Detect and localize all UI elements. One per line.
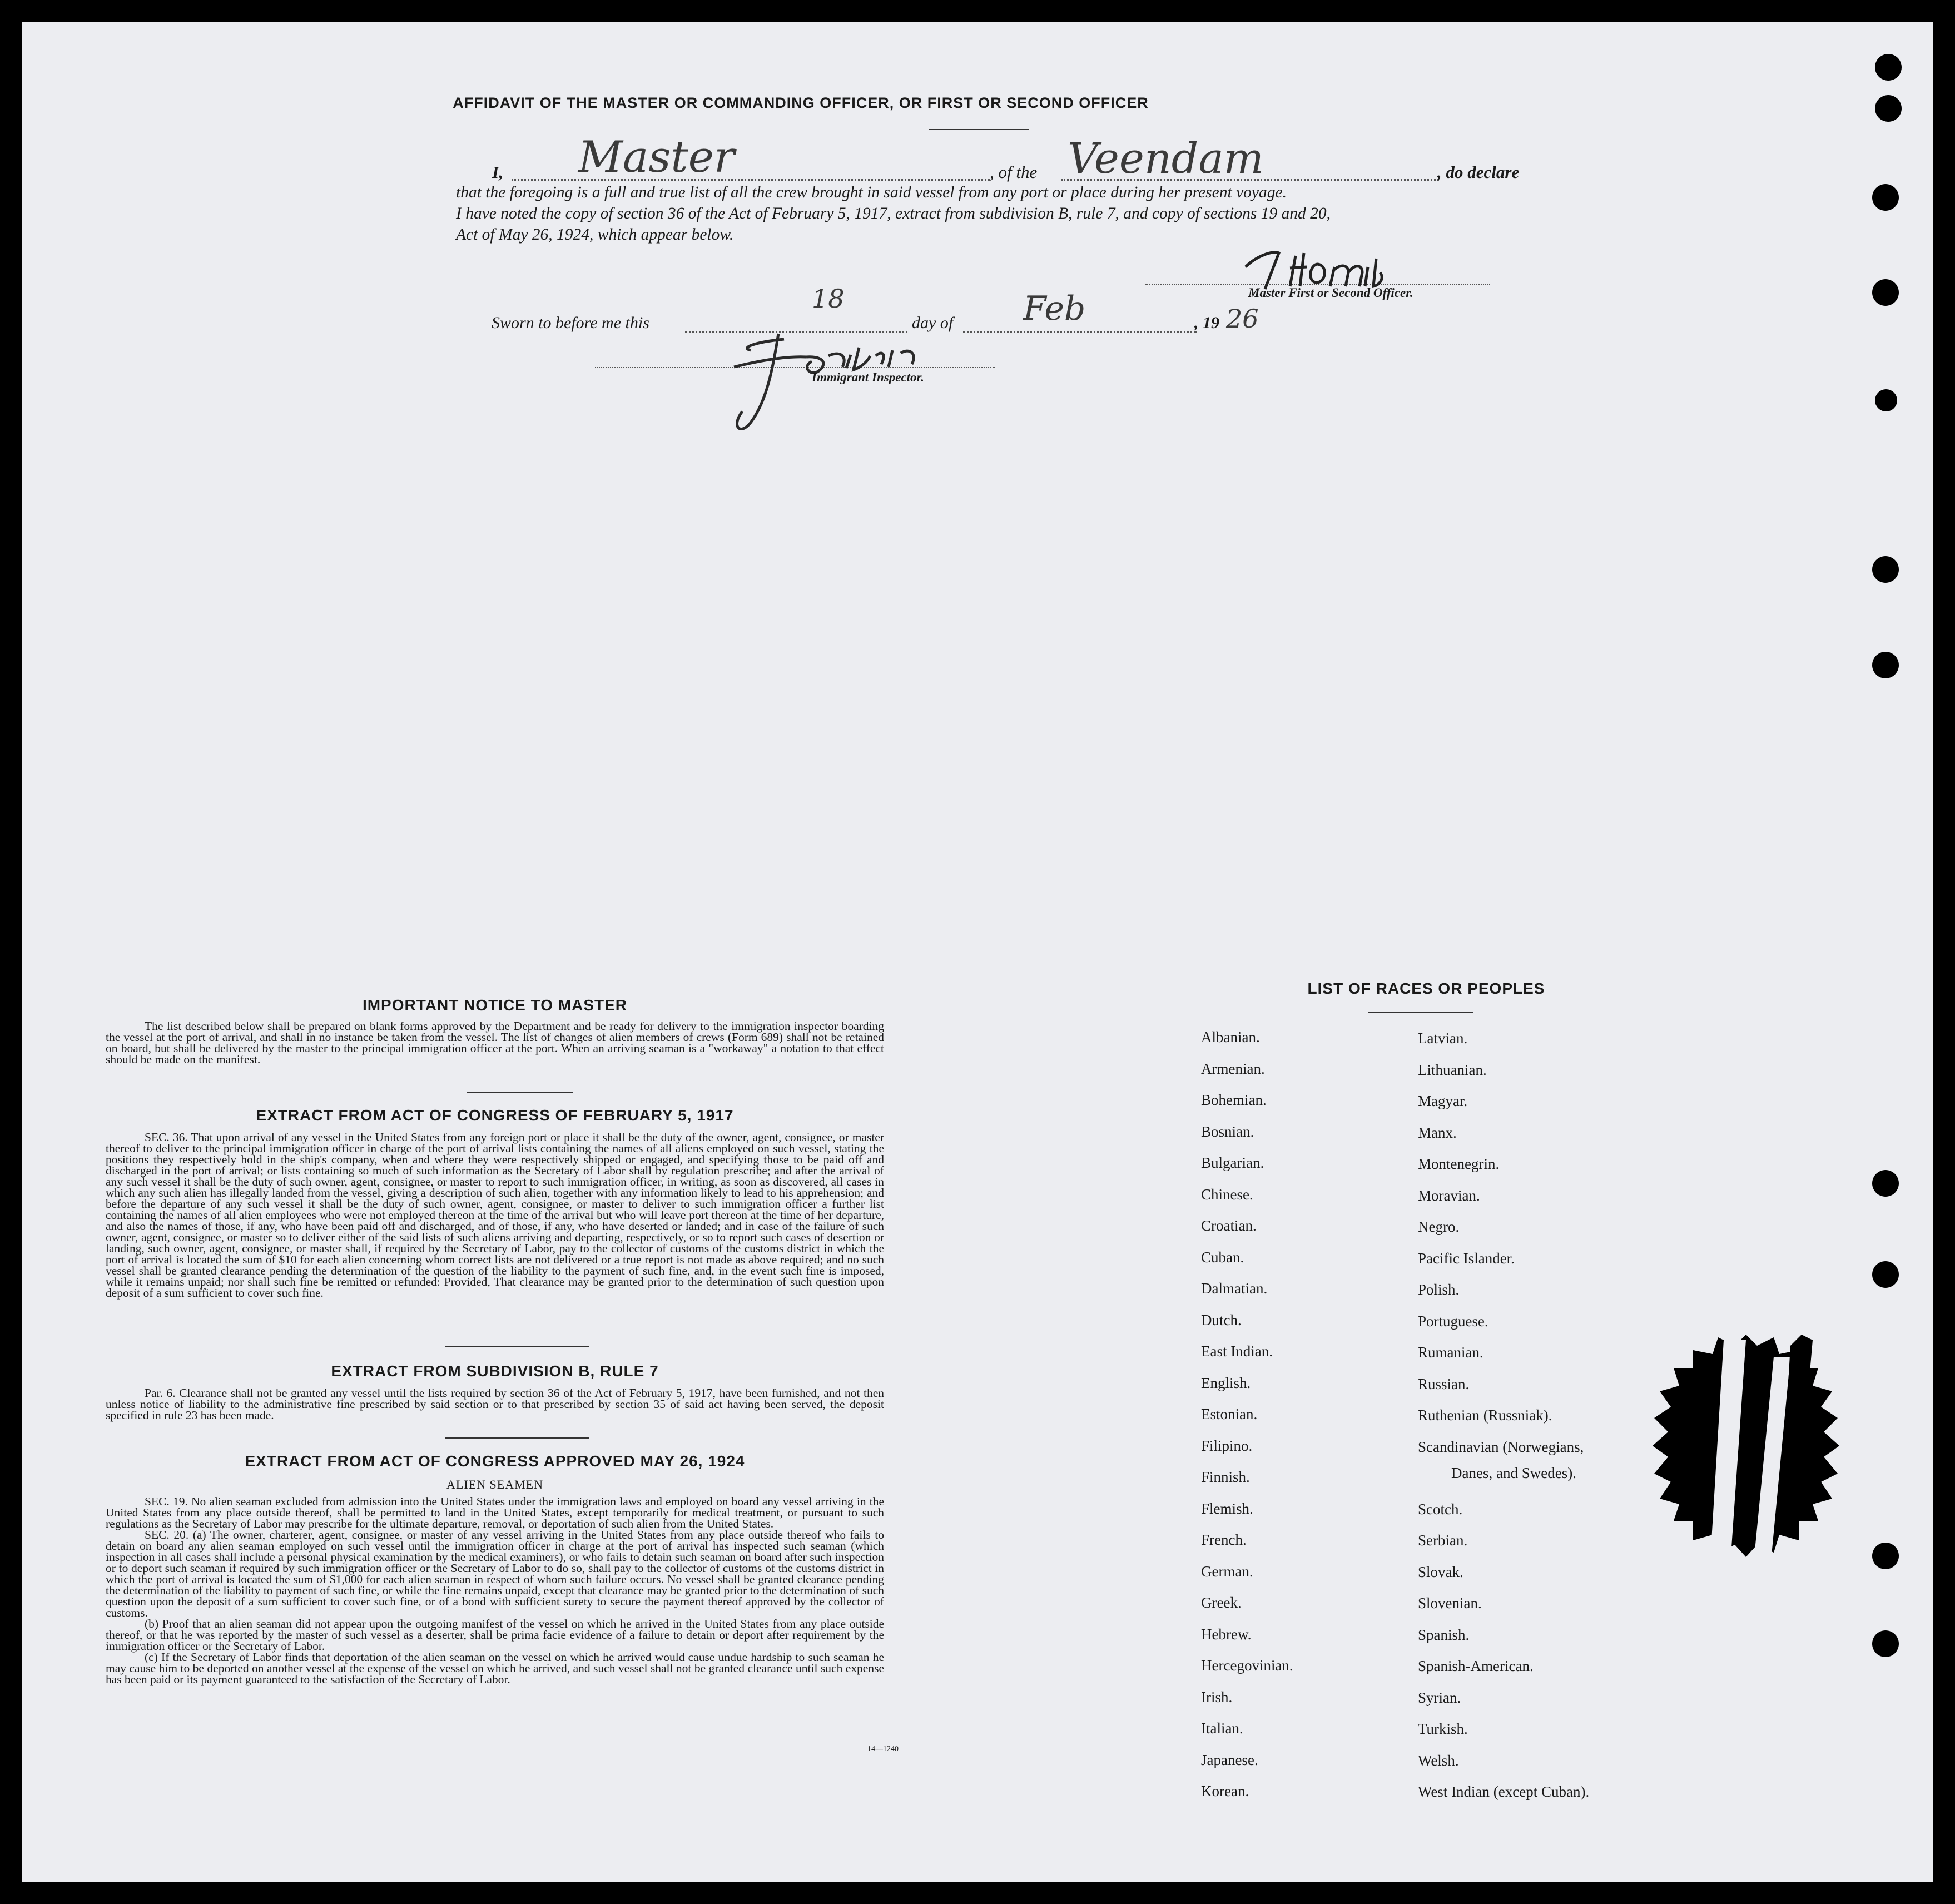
race-item: Turkish. (1418, 1720, 1468, 1737)
affidavit-of-the: , of the (990, 162, 1038, 182)
races-title: LIST OF RACES OR PEOPLES (1307, 980, 1545, 997)
race-item: Russian. (1418, 1375, 1470, 1392)
race-item: Chinese. (1201, 1186, 1253, 1203)
affidavit-heading: AFFIDAVIT OF THE MASTER OR COMMANDING OFFICER, OR FIRST OR SECOND OFFICER (453, 95, 1149, 111)
section-20b-paragraph: (b) Proof that an alien seaman did not appear upon the outgoing manifest of the vessel on which he arrived in the United States from any place outside thereof, or that he was reported by the master of such vessel as a deserter, shall be prima facie evidence of a failure to detain or deport after requirement by the immigration officer or the Secretary of Labor. (106, 1617, 884, 1653)
race-item: Korean. (1201, 1783, 1249, 1799)
extract-1917-title: EXTRACT FROM ACT OF CONGRESS OF FEBRUARY 5, 1917 (256, 1107, 734, 1124)
race-item: Italian. (1201, 1720, 1243, 1737)
divider (445, 1437, 589, 1439)
punch-hole (1872, 184, 1899, 211)
race-item: Bosnian. (1201, 1123, 1254, 1140)
race-item: Montenegrin. (1418, 1156, 1500, 1172)
race-item: Syrian. (1418, 1689, 1461, 1706)
race-item: Irish. (1201, 1688, 1233, 1705)
rule-7-title: EXTRACT FROM SUBDIVISION B, RULE 7 (331, 1362, 659, 1380)
race-item: Finnish. (1201, 1469, 1250, 1485)
punch-hole (1872, 1630, 1899, 1657)
affidavit-do-declare: , do declare (1437, 162, 1520, 182)
extract-1924-title: EXTRACT FROM ACT OF CONGRESS APPROVED MAY 26, 1924 (245, 1452, 745, 1470)
officer-label: Master First or Second Officer. (1248, 286, 1413, 300)
year-prefix: , 19 (1194, 314, 1219, 332)
punch-hole (1872, 652, 1899, 678)
race-item: Scandinavian (Norwegians, (1418, 1438, 1584, 1455)
race-item: Slovak. (1418, 1563, 1463, 1580)
race-item: Portuguese. (1418, 1312, 1488, 1330)
race-item: Albanian. (1201, 1029, 1260, 1045)
punch-hole (1875, 389, 1897, 411)
race-item: Latvian. (1418, 1030, 1468, 1047)
affidavit-i: I, (492, 162, 503, 182)
race-item: Spanish-American. (1418, 1658, 1534, 1674)
inspector-label: Immigrant Inspector. (812, 370, 924, 384)
punch-hole (1872, 279, 1899, 306)
race-item: Negro. (1418, 1218, 1460, 1235)
race-item: Ruthenian (Russniak). (1418, 1407, 1552, 1424)
race-item: Pacific Islander. (1418, 1250, 1515, 1267)
divider (445, 1346, 589, 1347)
race-item: Estonian. (1201, 1406, 1258, 1422)
race-item: German. (1201, 1563, 1253, 1580)
ink-seal (1612, 1323, 1879, 1596)
race-item: East Indian. (1201, 1343, 1273, 1360)
race-item: Polish. (1418, 1281, 1460, 1298)
rule-7-paragraph: Par. 6. Clearance shall not be granted any vessel until the lists required by section 36 of the Act of February 5, 1917, have been furnished, and not then unless notice of liability to the administrative fine prescribed by said section or to that prescribed by section 35 of said act having been served, the deposit specified in rule 23 has been made. (106, 1386, 884, 1422)
sworn-text: Sworn to before me this (492, 314, 649, 332)
section-20a-paragraph: SEC. 20. (a) The owner, charterer, agent, consignee, or master of any vessel arriving in the United States from any place outside thereof who fails to detain on board any alien seaman employed on such vessel until the immigration officer in charge at the port of arrival has inspected such seaman (which inspection in all cases shall include a personal physical examination by the medical examiners), or who fails to detain such seaman on board after such inspection or to deport such seaman if required by such immigration officer or the Secretary of Labor to do so, shall pay to the collector of customs of the customs district in which the port of arrival is located the sum of $1,000 for each alien seaman in respect of whom such failure occurs. No vessel shall be granted clearance pending the determination of the liability to payment of such fine, or while the fine remains unpaid, except that clearance may be granted prior to the determination of such question upon the deposit of a sum sufficient to cover such fine, or of a bond with sufficient surety to secure the payment thereof approved by the collector of customs. (106, 1528, 884, 1619)
race-item: Rumanian. (1418, 1344, 1483, 1361)
race-item: Danes, and Swedes). (1451, 1465, 1576, 1481)
race-item: Bohemian. (1201, 1092, 1267, 1108)
day-of-text: day of (912, 314, 954, 332)
handwritten-day: 18 (812, 284, 845, 314)
race-item: English. (1201, 1374, 1251, 1391)
notice-title: IMPORTANT NOTICE TO MASTER (362, 996, 628, 1014)
race-item: Magyar. (1418, 1093, 1468, 1109)
race-item: Dalmatian. (1201, 1280, 1268, 1297)
race-item: Bulgarian. (1201, 1154, 1264, 1171)
form-number: 14—1240 (867, 1745, 899, 1753)
race-item: Moravian. (1418, 1187, 1480, 1204)
punch-hole (1875, 95, 1902, 122)
race-item: Cuban. (1201, 1248, 1244, 1266)
notice-paragraph: The list described below shall be prepared on blank forms approved by the Department and be ready for delivery to the immigration inspector boarding the vessel at the port of arrival, and shall in no instance be taken from the vessel. The list of changes of alien members of crews (Form 689) shall not be retained on board, but shall be delivered by the master to the principal immigration officer at the port. When an arriving seaman is a "workaway" a notation to that effect should be made on the manifest. (106, 1019, 884, 1066)
handwritten-year: 26 (1226, 304, 1259, 334)
affidavit-line-3: I have noted the copy of section 36 of the Act of February 5, 1917, extract from subdivision B, rule 7, and copy of sections 19 and 20, (456, 205, 1331, 222)
race-item: Flemish. (1201, 1500, 1253, 1517)
divider (929, 129, 1029, 130)
handwritten-vessel: Veendam (1068, 133, 1264, 183)
extract-1917-body (106, 1132, 884, 1298)
extract-1924-body (106, 1496, 884, 1685)
race-item: Filipino. (1201, 1437, 1253, 1454)
handwritten-name: Master (578, 132, 735, 182)
handwritten-month: Feb (1023, 289, 1086, 328)
rule-7-body (106, 1387, 884, 1421)
affidavit-line-4: Act of May 26, 1924, which appear below. (456, 226, 734, 244)
race-item: Hebrew. (1201, 1625, 1252, 1643)
race-item: Hercegovinian. (1201, 1657, 1293, 1674)
race-item: Manx. (1418, 1124, 1457, 1141)
race-item: Lithuanian. (1418, 1061, 1487, 1078)
punch-hole (1872, 1261, 1899, 1288)
race-item: Croatian. (1201, 1217, 1257, 1234)
race-item: Dutch. (1201, 1311, 1242, 1328)
affidavit-line-2: that the foregoing is a full and true list of all the crew brought in said vessel from any port or place during her present voyage. (456, 184, 1287, 201)
race-item: French. (1201, 1531, 1247, 1548)
notice-body (106, 1020, 884, 1065)
month-line (963, 331, 1197, 333)
race-item: West Indian (except Cuban). (1418, 1783, 1590, 1800)
race-item: Armenian. (1201, 1060, 1265, 1077)
race-item: Japanese. (1201, 1751, 1258, 1768)
punch-hole (1872, 1170, 1899, 1197)
divider (1368, 1012, 1473, 1013)
race-item: Greek. (1201, 1594, 1242, 1611)
section-20c-paragraph: (c) If the Secretary of Labor finds that deportation of the alien seaman on the vessel on which he arrived would cause undue hardship to such seaman he may cause him to be deported on another vessel at the expense of the vessel on which he arrived, and such vessel shall not be granted clearance until such expense has been paid or its payment guaranteed to the satisfaction of the Secretary of Labor. (106, 1650, 884, 1686)
race-item: Scotch. (1418, 1500, 1463, 1518)
race-item: Welsh. (1418, 1752, 1459, 1769)
punch-hole (1872, 556, 1899, 583)
race-item: Spanish. (1418, 1626, 1470, 1643)
divider (467, 1092, 573, 1093)
race-item: Slovenian. (1418, 1595, 1482, 1612)
section-36-paragraph: SEC. 36. That upon arrival of any vessel in the United States from any foreign port or place it shall be the duty of the owner, agent, consignee, or master thereof to deliver to the principal immigration officer in charge of the port of arrival lists containing the names of all aliens employed on such vessel, stating the positions they respectively hold in the ship's company, when and where they were respectively shipped or engaged, and specifying those to be paid off and discharged in the port of arrival; or lists containing so much of such information as the Secretary of Labor shall by regulation prescribe; and after the arrival of any such vessel it shall be the duty of such owner, agent, consignee, or master to report to such immigration officer, in writing, as soon as discovered, all cases in which any such alien has illegally landed from the vessel, giving a description of such alien, together with any information likely to lead to his apprehension; and before the departure of any such vessel it shall be the duty of such owner, agent, consignee, or master to deliver to such immigration officer a further list containing the names of all alien employees who were not employed thereon at the time of the arrival but who will leave port thereon at the time of her departure, and also the names of those, if any, who have been paid off and discharged, and of those, if any, who have deserted or landed; and in case of the failure of such owner, agent, consignee, or master so to deliver either of the said lists of such aliens arriving and departing, respectively, or so to report such cases of desertion or landing, such owner, agent, consignee, or master shall, if required by the Secretary of Labor, pay to the collector of customs of the customs district in which the port of arrival is located the sum of $10 for each alien concerning whom correct lists are not delivered or a true report is not made as above required; and no such vessel shall be granted clearance pending the determination of the question of the liability to the payment of such fine, and, in the event such fine is imposed, while it remains unpaid; nor shall such fine be remitted or refunded: Provided, That clearance may be granted prior to the determination of such question upon deposit of a sum sufficient to cover such fine. (106, 1130, 884, 1300)
alien-seamen-subtitle: ALIEN SEAMEN (446, 1477, 543, 1491)
section-19-paragraph: SEC. 19. No alien seaman excluded from admission into the United States under the immigration laws and employed on board any vessel arriving in the United States from any place outside thereof, shall be permitted to land in the United States, except temporarily for medical treatment, or pursuant to such regulations as the Secretary of Labor may prescribe for the ultimate departure, removal, or deportation of such alien from the United States. (106, 1495, 884, 1530)
document-page (22, 22, 1933, 1882)
punch-hole (1875, 54, 1902, 81)
race-item: Serbian. (1418, 1532, 1468, 1549)
